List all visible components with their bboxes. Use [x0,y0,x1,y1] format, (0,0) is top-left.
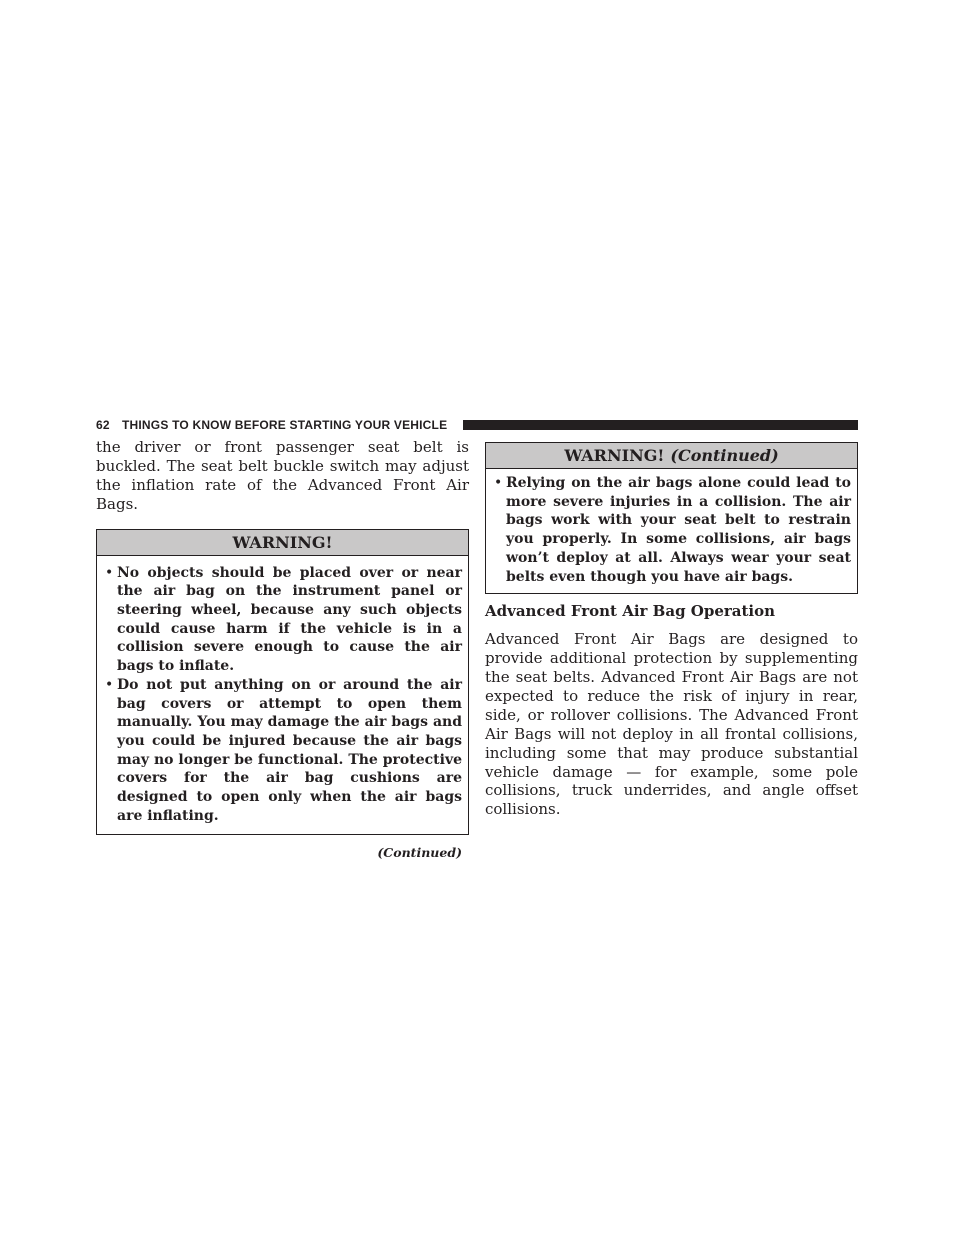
warning-item-text: Relying on the air bags alone could lead to more severe injuries in a collision. The air bags work with your seat belt to restrain you properly. In some collisions, air bags won’t deploy at all. Always wear your seat belts even though you have air bags. [506,475,851,585]
intro-paragraph: the driver or front passenger seat belt is buckled. The seat belt buckle switch may adjust the inflation rate of the Advanced Front Air Bags. [96,438,469,513]
continued-label: (Continued) [377,845,462,861]
warning-header [97,530,468,556]
page-number: 62 [96,418,110,432]
warning-item [97,676,462,826]
warning-item [486,474,851,586]
body-paragraph: Advanced Front Air Bags are designed to provide additional protection by supplementing the seat belts. Advanced Front Air Bags are not expected to reduce the risk of injury in rear, side, or rollover collisions. The Advanced Front Air Bags will not deploy in all frontal collisions, including some that may produce substantial vehicle damage — for example, some pole collisions, truck underrides, and angle offset collisions. [485,630,858,819]
right-column [485,442,858,819]
warning-box [96,529,469,836]
warning-item [97,564,462,676]
section-subheading: Advanced Front Air Bag Operation [485,602,776,621]
warning-list [97,556,468,835]
warning-title-suffix: (Continued) [670,446,779,465]
warning-header [486,443,857,469]
warning-item-text: Do not put anything on or around the air bag covers or attempt to open them manually. You may damage the air bags and you could be injured because the air bags may no longer be functional. The protective covers for the air bag cushions are designed to open only when the air bags are inflating. [117,676,462,824]
bullet-icon: • [105,676,114,693]
header-rule-bar [463,420,858,430]
left-column [96,438,469,860]
page-header [96,416,858,434]
warning-title: WARNING! [564,446,665,465]
bullet-icon: • [105,564,114,581]
warning-box-continued [485,442,858,594]
section-title: THINGS TO KNOW BEFORE STARTING YOUR VEHICLE [122,418,448,432]
warning-item-text: No objects should be placed over or near the air bag on the instrument panel or steering wheel, because any such objects could cause harm if the vehicle is in a collision severe enough to cause the air bags to inflate. [117,564,462,675]
warning-title: WARNING! [232,532,333,552]
warning-list [486,469,857,593]
bullet-icon: • [494,475,503,491]
